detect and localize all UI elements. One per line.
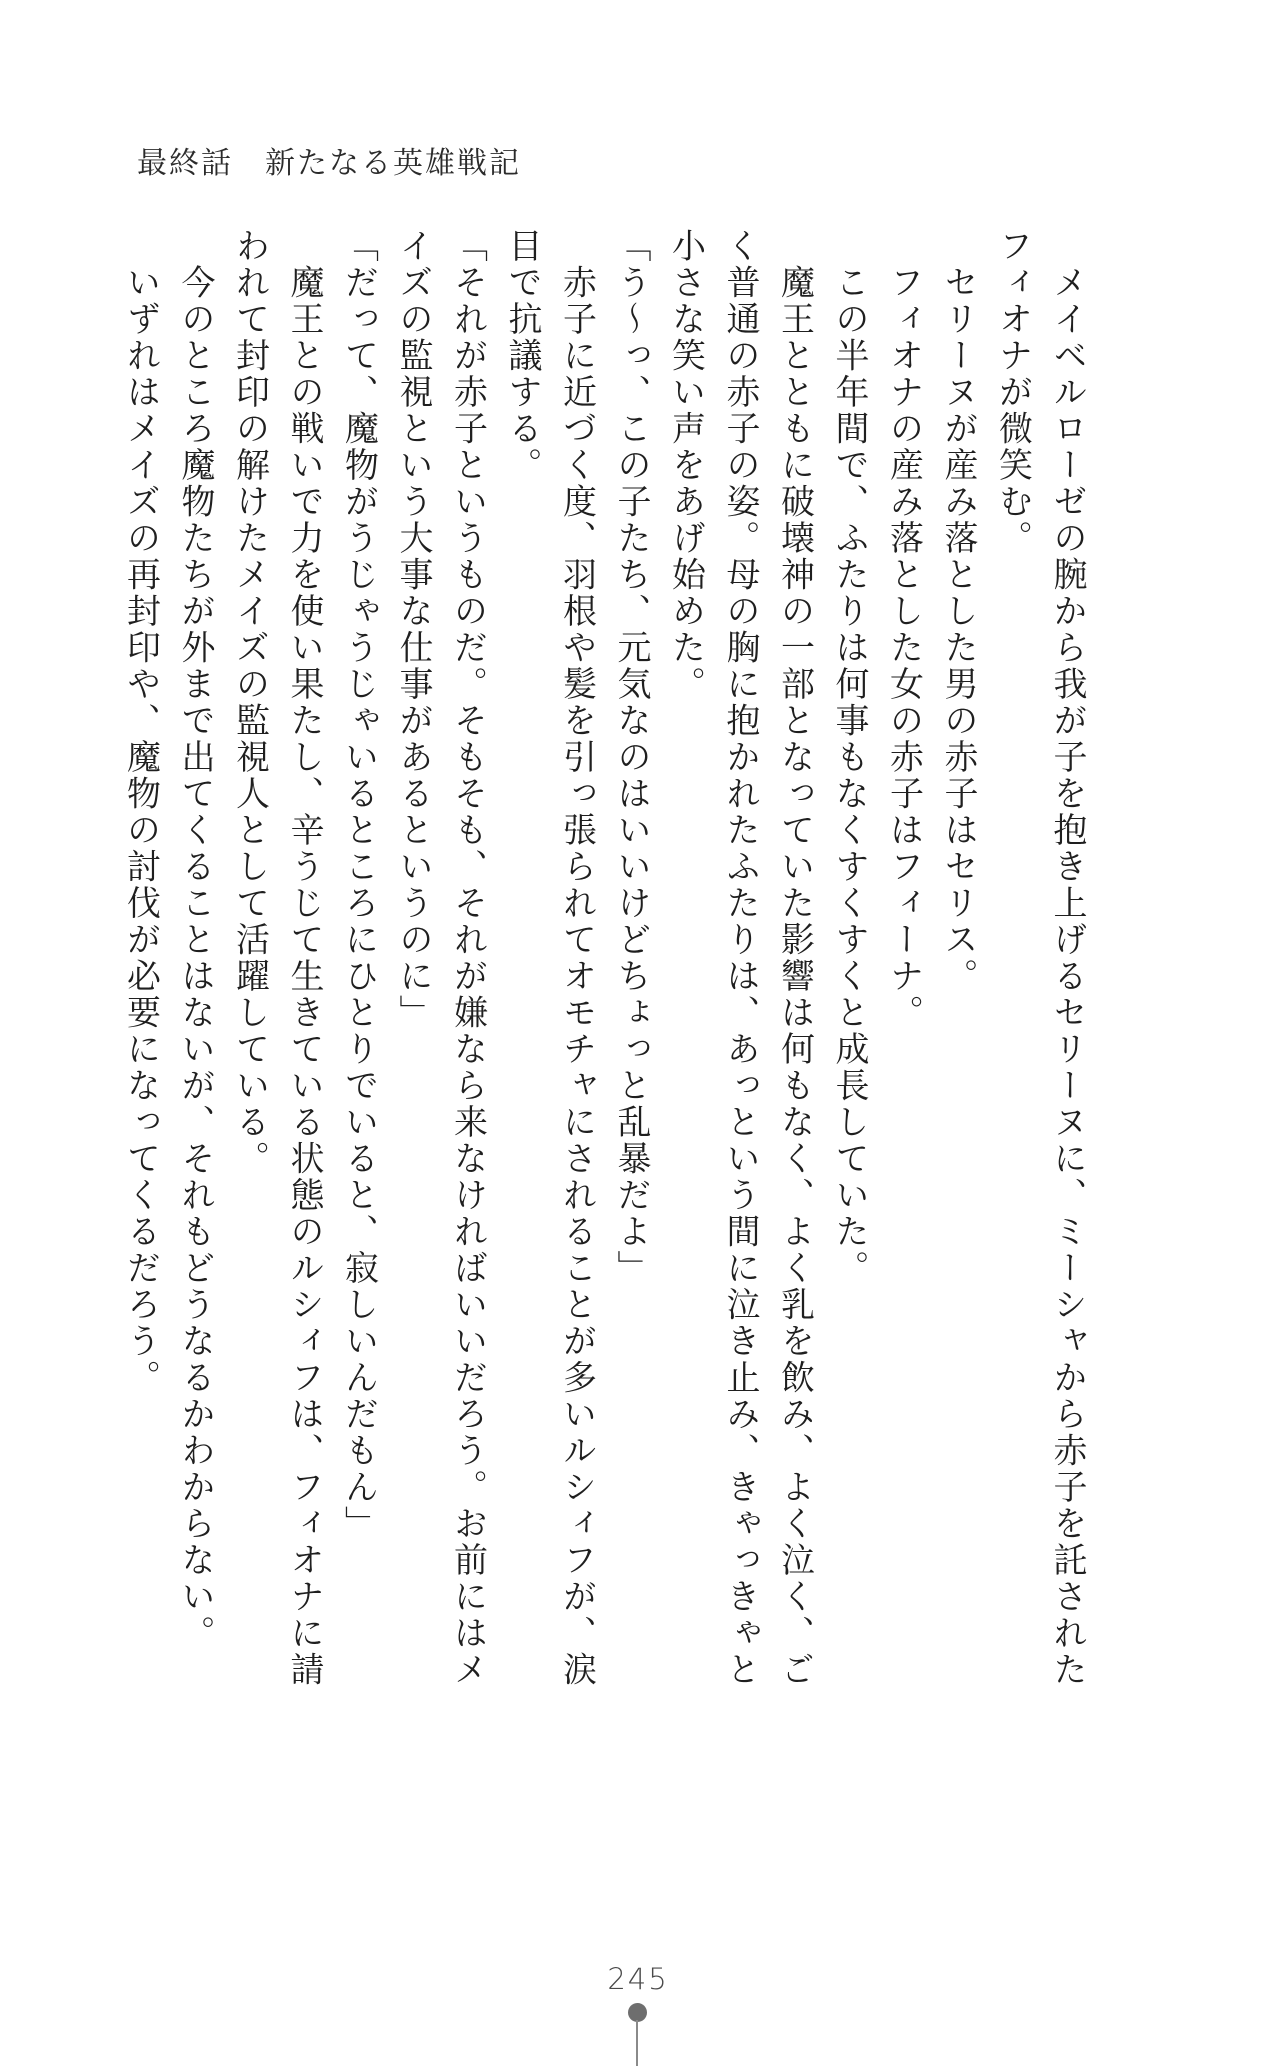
text-line: フィオナの産み落とした女の赤子はフィーナ。 [883,228,924,1031]
text-line: 今のところ魔物たちが外まで出てくることはないが、それもどうなるかわからない。 [175,228,215,1652]
text-line: 魔王とともに破壊神の一部となっていた影響は何もなく、よく乳を飲み、よく泣く、ご [774,228,815,1688]
text-line: 「それが赤子というものだ。そもそも、それが嫌なら来なければいいだろう。お前にはメ [447,228,488,1688]
text-line: われて封印の解けたメイズの監視人として活躍している。 [229,228,270,1177]
text-line: イズの監視という大事な仕事があるというのに」 [393,228,433,1031]
chapter-running-header: 最終話 新たなる英雄戦記 [137,146,521,181]
text-line: いずれはメイズの再封印や、魔物の討伐が必要になってくるだろう。 [120,228,161,1396]
text-line: 魔王との戦いで力を使い果たし、辛うじて生きている状態のルシィフは、フィオナに請 [284,228,324,1688]
text-line: 「だって、魔物がうじゃうじゃいるところにひとりでいると、寂しいんだもん」 [338,228,379,1542]
text-line: 「う〜っ、この子たち、元気なのはいいけどちょっと乱暴だよ」 [611,228,651,1287]
text-line: 赤子に近づく度、羽根や髪を引っ張られてオモチャにされることが多いルシィフが、涙 [556,228,597,1688]
text-line: 目で抗議する。 [502,228,542,484]
text-line: この半年間で、ふたりは何事もなくすくすくと成長していた。 [829,228,869,1287]
text-line: 小さな笑い声をあげ始めた。 [665,228,706,703]
text-line: く普通の赤子の姿。母の胸に抱かれたふたりは、あっという間に泣き止み、きゃっきゃと [720,228,760,1688]
text-line: メイベルローゼの腕から我が子を抱き上げるセリーヌに、ミーシャから赤子を託された [1047,228,1087,1688]
main-text-block [113,228,1094,1698]
page-marker-line [636,2020,638,2066]
text-line: フィオナが微笑む。 [992,228,1033,557]
text-line: セリーヌが産み落とした男の赤子はセリス。 [938,228,978,995]
page-number: 245 [607,1962,669,1996]
